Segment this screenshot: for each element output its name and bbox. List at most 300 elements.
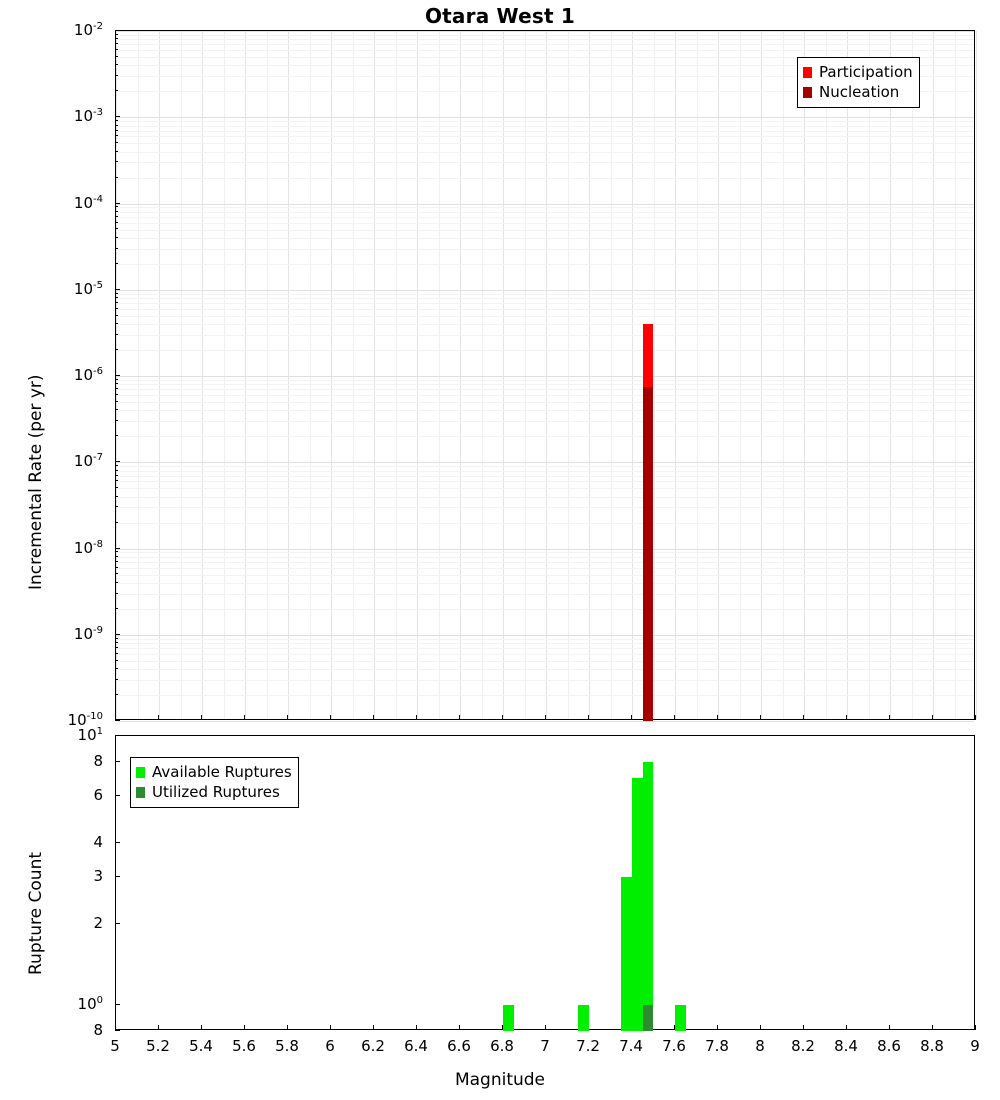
ytick-mark-minor [115, 75, 118, 76]
ytick-mark-minor [115, 302, 118, 303]
ytick-mark-minor [115, 573, 118, 574]
ytick-mark-minor [115, 660, 118, 661]
ytick-mark [115, 203, 120, 204]
gridline-horizontal [116, 264, 974, 265]
ytick-mark-minor [115, 480, 118, 481]
bottom-ytick-label-4: 4 [93, 833, 103, 852]
ytick-mantissa: 10 [73, 366, 94, 384]
ytick-exponent: -9 [93, 624, 103, 636]
gridline-horizontal [116, 609, 974, 610]
xtick-mark [803, 1025, 804, 1030]
ytick-mark [115, 876, 120, 877]
xtick-mark [975, 715, 976, 720]
ytick-mark-minor [115, 34, 118, 35]
ytick-exponent: -6 [93, 366, 103, 377]
top-ytick-label [0, 194, 103, 212]
gridline-horizontal [116, 294, 974, 295]
xtick-label: 6.8 [490, 1037, 514, 1055]
ytick-mark-minor [115, 222, 118, 223]
ytick-mark-minor [115, 125, 118, 126]
xtick-mark [373, 1025, 374, 1030]
xtick-mark [889, 1025, 890, 1030]
ytick-mark-minor [115, 237, 118, 238]
ytick-mark-minor [115, 293, 118, 294]
gridline-vertical [482, 31, 483, 719]
ytick-mark [115, 923, 120, 924]
ytick-mark-minor [115, 647, 118, 648]
ytick-mark-minor [115, 567, 118, 568]
legend-label-utilized: Utilized Ruptures [152, 783, 280, 802]
gridline-horizontal [116, 380, 974, 381]
gridline-horizontal [116, 594, 974, 595]
gridline-vertical [331, 31, 332, 719]
xtick-mark [588, 715, 589, 720]
gridline-horizontal [116, 207, 974, 208]
gridline-horizontal [116, 44, 974, 45]
gridline-vertical [138, 31, 139, 719]
gridline-horizontal [116, 562, 974, 563]
ytick-mark-minor [115, 409, 118, 410]
gridline-horizontal [116, 152, 974, 153]
xtick-mark [158, 1025, 159, 1030]
xtick-mark [545, 1025, 546, 1030]
xtick-mark [846, 715, 847, 720]
ytick-mark-minor [115, 487, 118, 488]
ytick-mantissa: 10 [73, 538, 94, 557]
ytick-mark-minor [115, 435, 118, 436]
ytick-mark-minor [115, 653, 118, 654]
bar-available-ruptures [632, 778, 643, 1031]
gridline-vertical [761, 31, 762, 719]
gridline-horizontal [116, 654, 974, 655]
gridline-horizontal [116, 583, 974, 584]
ytick-mark-minor [115, 211, 118, 212]
gridline-horizontal [116, 324, 974, 325]
gridline-vertical [374, 31, 375, 719]
ytick-mark-minor [115, 228, 118, 229]
gridline-vertical [697, 31, 698, 719]
gridline-horizontal [116, 471, 974, 472]
bar-available-ruptures [621, 877, 632, 1031]
gridline-vertical [202, 31, 203, 719]
gridline-horizontal [116, 557, 974, 558]
gridline-vertical [525, 31, 526, 719]
ytick-mark [115, 289, 120, 290]
ytick-mark-minor [115, 38, 118, 39]
bar-utilized-ruptures [643, 1005, 654, 1031]
bottom-ytick-label-6: 6 [93, 785, 103, 804]
xtick-mark [760, 715, 761, 720]
gridline-vertical [718, 31, 719, 719]
gridline-horizontal [116, 639, 974, 640]
legend-label-available: Available Ruptures [152, 763, 292, 781]
ytick-exponent: -5 [93, 279, 103, 291]
ytick-mark-minor [115, 56, 118, 57]
top-ytick-label [0, 366, 103, 384]
gridline-horizontal [116, 635, 974, 636]
ytick-mantissa: 10 [73, 21, 94, 39]
gridline-vertical [955, 31, 956, 719]
xtick-mark [287, 715, 288, 720]
gridline-vertical [310, 31, 311, 719]
ytick-mark-minor [115, 394, 118, 395]
gridline-horizontal [116, 497, 974, 498]
ytick-mark-minor [115, 383, 118, 384]
gridline-horizontal [116, 178, 974, 179]
gridline-vertical [159, 31, 160, 719]
top-y-axis-title: Incremental Rate (per yr) [26, 374, 46, 590]
gridline-horizontal [116, 131, 974, 132]
bottom-ytick-label-3: 3 [93, 866, 103, 885]
gridline-horizontal [116, 223, 974, 224]
gridline-horizontal [116, 136, 974, 137]
ytick-mark [115, 548, 120, 549]
bar-available-ruptures [675, 1005, 686, 1031]
top-ytick-label [0, 107, 103, 125]
gridline-horizontal [116, 50, 974, 51]
xtick-label: 5.4 [189, 1037, 213, 1055]
gridline-vertical [353, 31, 354, 719]
ytick-mark-minor [115, 470, 118, 471]
gridline-horizontal [116, 31, 974, 32]
ytick-mark [115, 735, 120, 736]
ytick-exponent: -7 [93, 452, 103, 464]
gridline-vertical [826, 31, 827, 719]
legend-label-participation: Participation [819, 63, 913, 81]
top-legend [797, 57, 920, 108]
gridline-horizontal [116, 162, 974, 163]
xtick-label: 7.2 [576, 1037, 600, 1055]
bottom-ytick-label-2: 2 [93, 913, 103, 932]
ytick-mark-minor [115, 561, 118, 562]
ytick-mark-minor [115, 506, 118, 507]
nucleation-swatch-icon [803, 87, 812, 98]
ytick-mark-minor [115, 593, 118, 594]
xtick-label: 5.2 [146, 1037, 170, 1055]
top-ytick-label [0, 280, 103, 298]
ytick-mark-minor [115, 551, 118, 552]
ytick-mark-minor [115, 379, 118, 380]
bottom-ytick-label-10: $10^1$ [77, 726, 103, 744]
ytick-mantissa: 10 [73, 624, 94, 643]
gridline-horizontal [116, 507, 974, 508]
top-ytick-label [0, 21, 103, 39]
gridline-horizontal [116, 212, 974, 213]
xtick-label: 5.6 [232, 1037, 256, 1055]
ytick-mantissa: 10 [73, 452, 94, 471]
ytick-mark-minor [115, 206, 118, 207]
ytick-exponent: -8 [93, 538, 103, 550]
gridline-horizontal [116, 466, 974, 467]
bottom-ytick-label-1: $10^0$ [77, 994, 103, 1013]
ytick-mark-minor [115, 556, 118, 557]
gridline-vertical [632, 31, 633, 719]
gridline-horizontal [116, 238, 974, 239]
ytick-exponent: -2 [93, 21, 103, 32]
ytick-mark [115, 761, 120, 762]
xtick-mark [201, 1025, 202, 1030]
xtick-mark [502, 715, 503, 720]
xtick-mark [846, 1025, 847, 1030]
gridline-horizontal [116, 476, 974, 477]
ytick-mark-minor [115, 64, 118, 65]
xtick-mark [932, 715, 933, 720]
xtick-mark [889, 715, 890, 720]
gridline-vertical [439, 31, 440, 719]
legend-item-nucleation [803, 82, 913, 102]
xtick-mark [330, 715, 331, 720]
ytick-mark-minor [115, 177, 118, 178]
gridline-vertical [783, 31, 784, 719]
ytick-mantissa: 10 [73, 279, 94, 298]
xtick-label: 8.4 [834, 1037, 858, 1055]
ytick-mark-minor [115, 679, 118, 680]
xtick-label: 8.2 [791, 1037, 815, 1055]
gridline-vertical [396, 31, 397, 719]
gridline-horizontal [116, 549, 974, 550]
ytick-mark-minor [115, 334, 118, 335]
ytick-mark-minor [115, 323, 118, 324]
xtick-mark [244, 715, 245, 720]
gridline-vertical [546, 31, 547, 719]
gridline-horizontal [116, 648, 974, 649]
gridline-vertical [740, 31, 741, 719]
ytick-mark [115, 1004, 120, 1005]
ytick-mark-minor [115, 308, 118, 309]
ytick-mark-minor [115, 401, 118, 402]
gridline-horizontal [116, 384, 974, 385]
ytick-mark-minor [115, 315, 118, 316]
xtick-mark [631, 715, 632, 720]
ytick-mantissa: 10 [67, 711, 87, 729]
ytick-mark-minor [115, 49, 118, 50]
xtick-mark [975, 1025, 976, 1030]
available-swatch-icon [136, 767, 145, 778]
gridline-vertical [933, 31, 934, 719]
ytick-mark-minor [115, 161, 118, 162]
gridline-horizontal [116, 249, 974, 250]
gridline-horizontal [116, 309, 974, 310]
ytick-mark-minor [115, 151, 118, 152]
gridline-horizontal [116, 395, 974, 396]
page-title: Otara West 1 [424, 4, 576, 28]
xtick-mark [717, 715, 718, 720]
ytick-mark-minor [115, 90, 118, 91]
gridline-horizontal [116, 643, 974, 644]
xtick-label: 9 [970, 1037, 980, 1055]
xtick-label: 6.6 [447, 1037, 471, 1055]
gridline-vertical [976, 31, 977, 719]
xtick-mark [244, 1025, 245, 1030]
gridline-horizontal [116, 376, 974, 377]
gridline-horizontal [116, 230, 974, 231]
gridline-vertical [611, 31, 612, 719]
gridline-horizontal [116, 410, 974, 411]
gridline-vertical [654, 31, 655, 719]
top-ytick-label [0, 452, 103, 470]
ytick-mantissa: 10 [73, 107, 94, 126]
xtick-mark [416, 1025, 417, 1030]
gridline-horizontal [116, 39, 974, 40]
ytick-mark-minor [115, 349, 118, 350]
gridline-horizontal [116, 316, 974, 317]
gridline-vertical [847, 31, 848, 719]
ytick-mark [115, 1030, 120, 1031]
gridline-vertical [869, 31, 870, 719]
gridline-vertical [804, 31, 805, 719]
ytick-mark-minor [115, 475, 118, 476]
ytick-mark-minor [115, 135, 118, 136]
gridline-horizontal [116, 661, 974, 662]
gridline-horizontal [116, 680, 974, 681]
gridline-vertical [460, 31, 461, 719]
legend-item-available [136, 762, 292, 782]
ytick-exponent: -4 [93, 193, 103, 205]
ytick-mark-minor [115, 522, 118, 523]
gridline-horizontal [116, 335, 974, 336]
xtick-mark [803, 715, 804, 720]
ytick-mark-minor [115, 496, 118, 497]
gridline-horizontal [116, 436, 974, 437]
xtick-mark [330, 1025, 331, 1030]
ytick-mark [115, 634, 120, 635]
utilized-swatch-icon [136, 787, 145, 798]
gridline-horizontal [116, 217, 974, 218]
bottom-y-axis-title: Rupture Count [26, 851, 46, 975]
xtick-mark [545, 715, 546, 720]
gridline-horizontal [116, 402, 974, 403]
ytick-mark-minor [115, 668, 118, 669]
xtick-mark [115, 1025, 116, 1030]
gridline-horizontal [116, 290, 974, 291]
top-ytick-label [0, 625, 103, 643]
gridline-horizontal [116, 462, 974, 463]
ytick-mark [115, 720, 120, 721]
top-ytick-label [0, 539, 103, 557]
participation-swatch-icon [803, 67, 812, 78]
xtick-label: 7.4 [619, 1037, 643, 1055]
xtick-mark [201, 715, 202, 720]
ytick-mark-minor [115, 216, 118, 217]
ytick-mantissa: 10 [73, 193, 94, 212]
xtick-label: 8.6 [877, 1037, 901, 1055]
ytick-mark [115, 375, 120, 376]
xtick-label: 6.4 [404, 1037, 428, 1055]
gridline-horizontal [116, 303, 974, 304]
gridline-vertical [503, 31, 504, 719]
bottom-ytick-label-8: 8 [93, 752, 103, 771]
ytick-mark [115, 842, 120, 843]
gridline-horizontal [116, 523, 974, 524]
gridline-horizontal [116, 552, 974, 553]
ytick-exponent: -3 [93, 107, 103, 119]
xtick-label: 7.6 [662, 1037, 686, 1055]
gridline-horizontal [116, 121, 974, 122]
x-axis-title: Magnitude [454, 1070, 546, 1090]
ytick-mark-minor [115, 694, 118, 695]
xtick-mark [717, 1025, 718, 1030]
xtick-mark [115, 715, 116, 720]
xtick-label: 8.8 [920, 1037, 944, 1055]
xtick-mark [459, 1025, 460, 1030]
gridline-horizontal [116, 389, 974, 390]
gridline-horizontal [116, 298, 974, 299]
ytick-exponent: -10 [86, 711, 103, 722]
gridline-horizontal [116, 695, 974, 696]
xtick-label: 6.2 [361, 1037, 385, 1055]
ytick-mark [115, 795, 120, 796]
gridline-horizontal [116, 204, 974, 205]
bottom-ytick-label-0p8: 8 [93, 1021, 103, 1039]
ytick-mark-minor [115, 120, 118, 121]
legend-label-nucleation: Nucleation [819, 83, 900, 102]
xtick-mark [459, 715, 460, 720]
gridline-horizontal [116, 421, 974, 422]
bar-available-ruptures [643, 762, 654, 1031]
ytick-mark-minor [115, 130, 118, 131]
xtick-mark [287, 1025, 288, 1030]
xtick-label: 6 [325, 1037, 335, 1055]
xtick-mark [760, 1025, 761, 1030]
gridline-horizontal [116, 35, 974, 36]
gridline-horizontal [116, 143, 974, 144]
bar-nucleation [643, 387, 654, 721]
gridline-vertical [267, 31, 268, 719]
xtick-mark [158, 715, 159, 720]
bottom-legend [130, 757, 299, 808]
gridline-horizontal [116, 126, 974, 127]
gridline-vertical [912, 31, 913, 719]
gridline-vertical [181, 31, 182, 719]
gridline-horizontal [116, 721, 974, 722]
gridline-horizontal [116, 488, 974, 489]
gridline-vertical [417, 31, 418, 719]
xtick-mark [932, 1025, 933, 1030]
gridline-vertical [245, 31, 246, 719]
xtick-label: 8 [755, 1037, 765, 1055]
gridline-horizontal [116, 117, 974, 118]
legend-item-participation [803, 62, 913, 82]
gridline-vertical [568, 31, 569, 719]
ytick-mark-minor [115, 465, 118, 466]
ytick-mark-minor [115, 420, 118, 421]
xtick-mark [674, 715, 675, 720]
ytick-mark-minor [115, 297, 118, 298]
ytick-mark-minor [115, 248, 118, 249]
ytick-mark [115, 461, 120, 462]
ytick-mark-minor [115, 638, 118, 639]
xtick-label: 7.8 [705, 1037, 729, 1055]
xtick-mark [373, 715, 374, 720]
ytick-mark [115, 116, 120, 117]
incremental-rate-plot [115, 30, 975, 720]
xtick-mark [416, 715, 417, 720]
gridline-vertical [589, 31, 590, 719]
gridline-horizontal [116, 568, 974, 569]
gridline-vertical [890, 31, 891, 719]
gridline-horizontal [116, 481, 974, 482]
xtick-label: 5 [110, 1037, 120, 1055]
xtick-label: 5.8 [275, 1037, 299, 1055]
ytick-mark-minor [115, 142, 118, 143]
gridline-horizontal [116, 350, 974, 351]
ytick-mark-minor [115, 43, 118, 44]
ytick-mark [115, 30, 120, 31]
gridline-vertical [288, 31, 289, 719]
gridline-vertical [224, 31, 225, 719]
gridline-horizontal [116, 669, 974, 670]
xtick-label: 7 [540, 1037, 550, 1055]
